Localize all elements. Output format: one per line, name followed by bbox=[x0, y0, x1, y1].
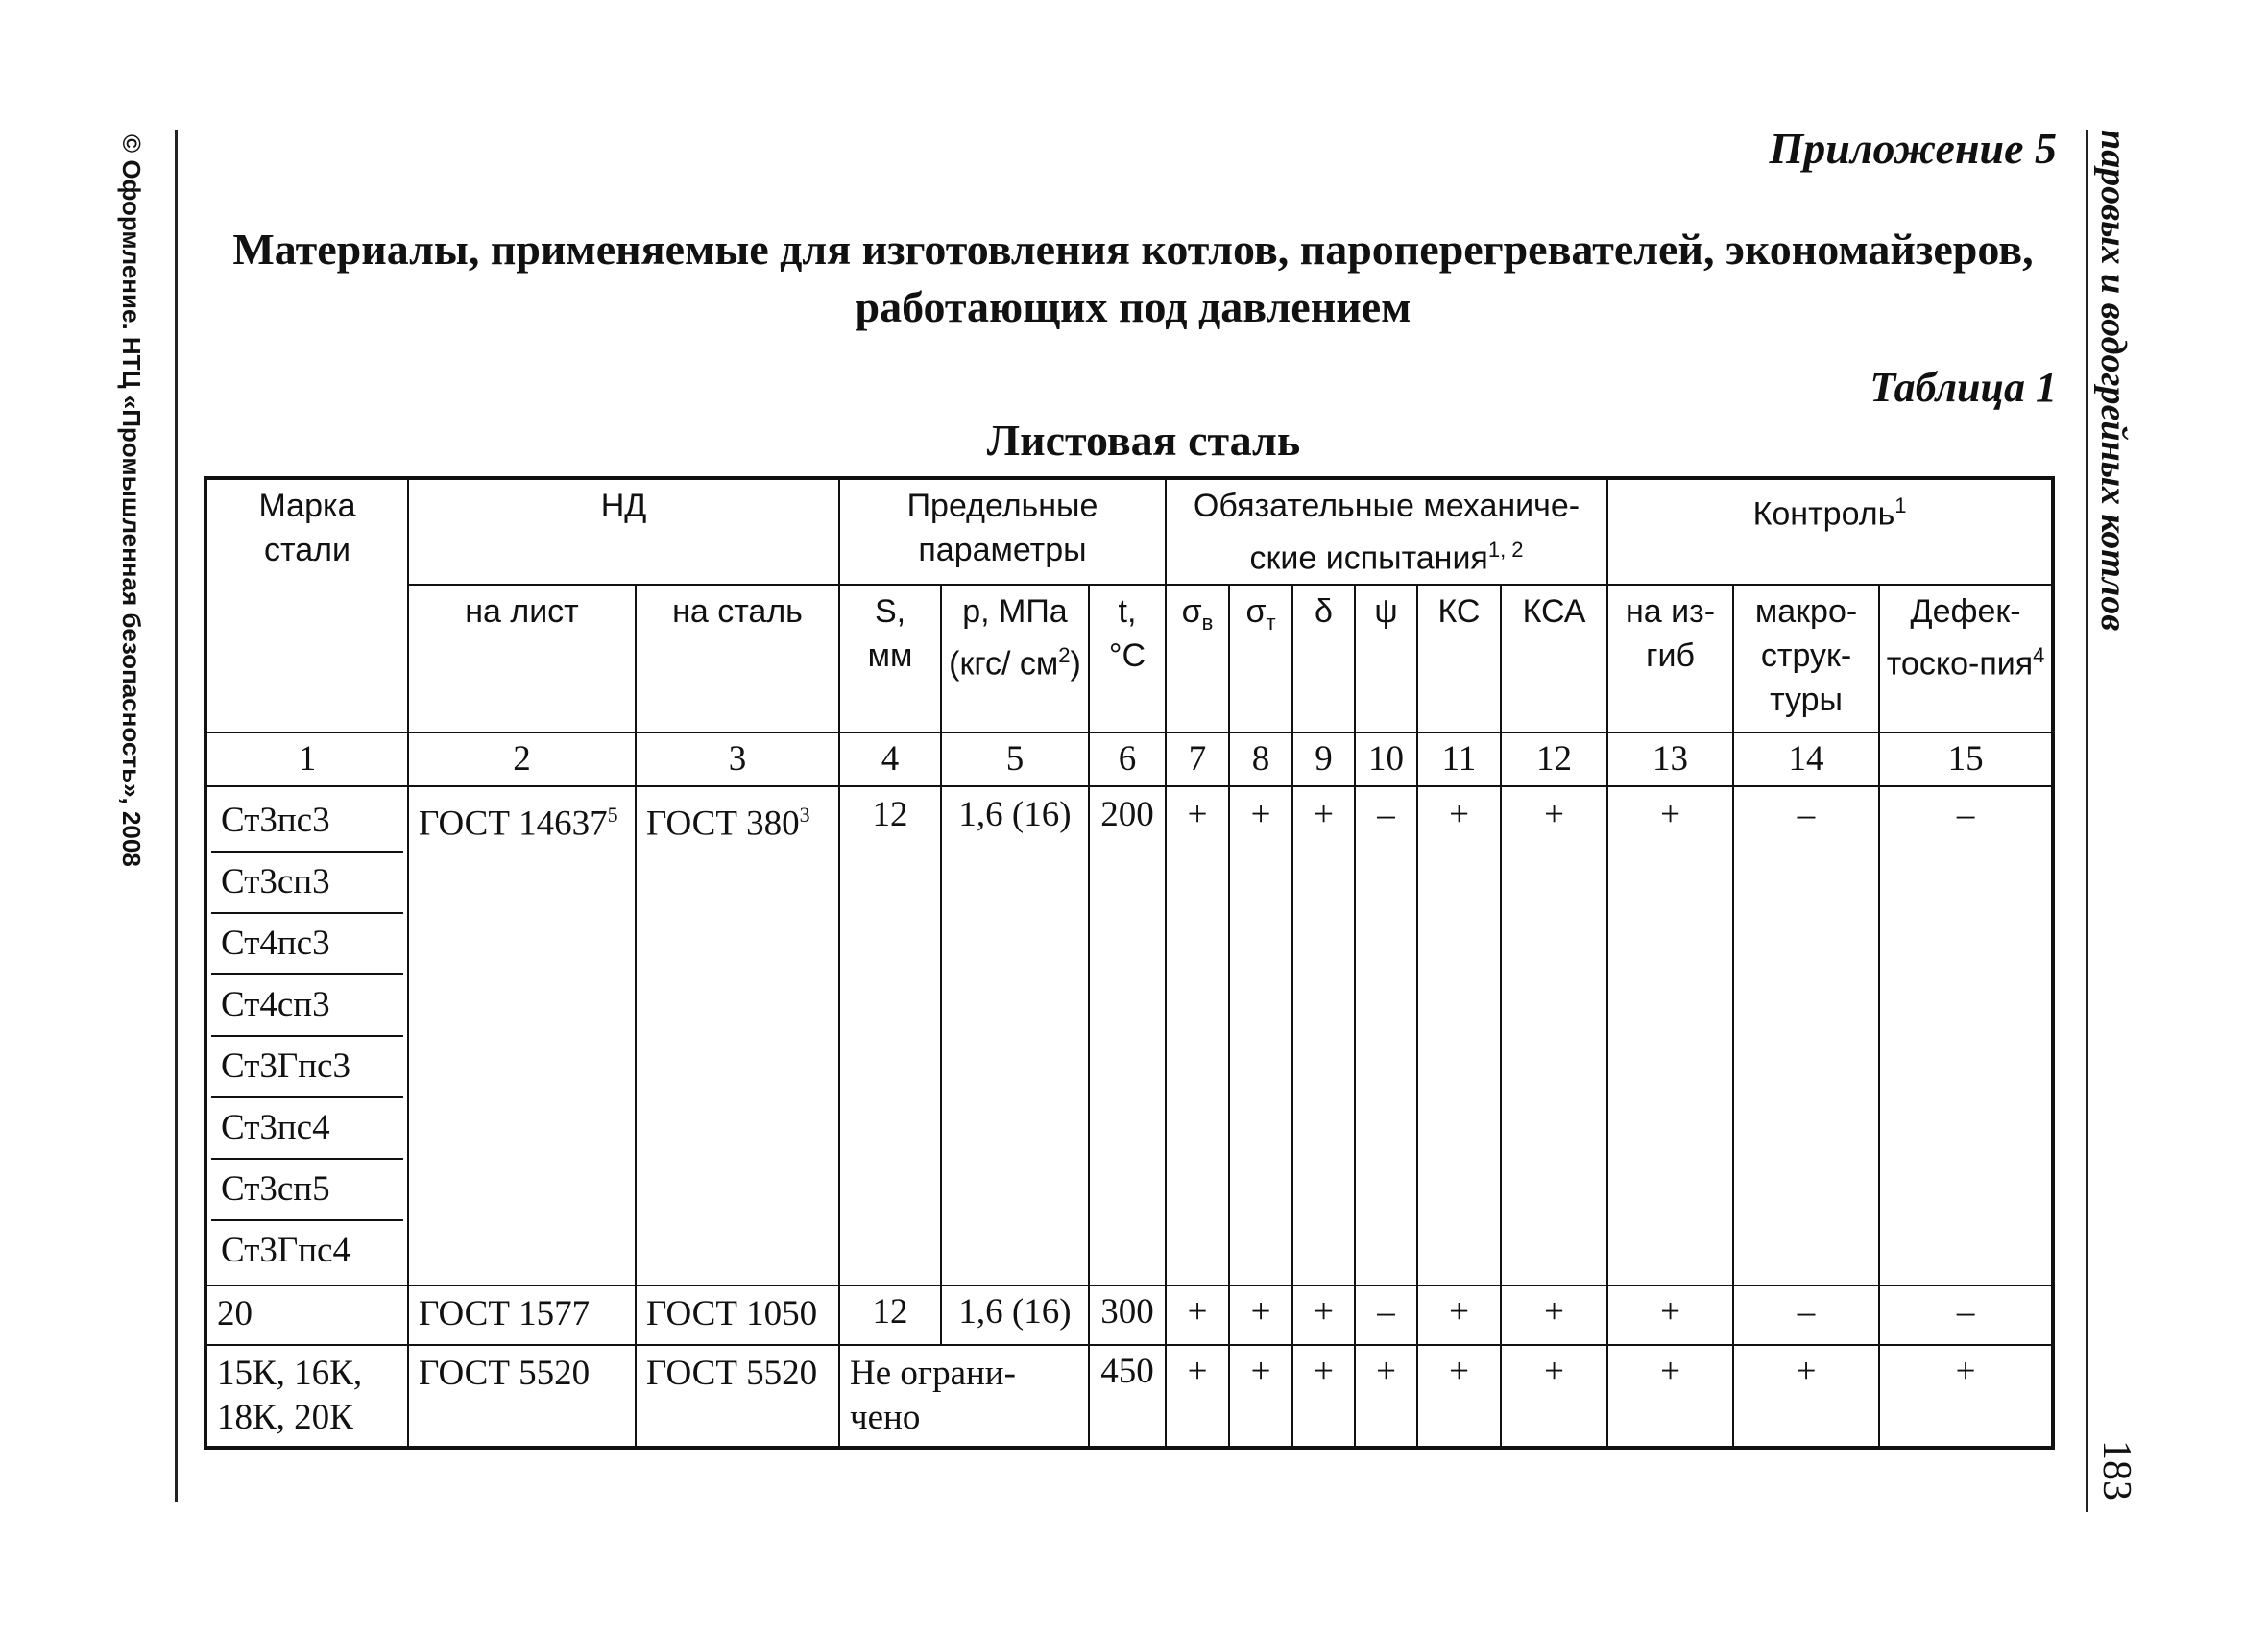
nd-sheet-text: ГОСТ 14637 bbox=[419, 804, 608, 844]
header-bend: на из-гиб bbox=[1607, 585, 1733, 732]
header-p-unit-end: ) bbox=[1070, 645, 1081, 683]
grade-item: Ст3Гпс4 bbox=[221, 1231, 350, 1271]
grade-item: Ст3пс4 bbox=[211, 1098, 403, 1160]
header-limits: Предельные параметры bbox=[839, 478, 1166, 585]
nd-steel-text: ГОСТ 380 bbox=[646, 804, 800, 844]
left-rule bbox=[175, 130, 178, 1502]
header-nd-steel: на сталь bbox=[636, 585, 839, 732]
cell-t: 300 bbox=[1089, 1285, 1166, 1345]
cell-nd-steel bbox=[636, 786, 839, 1285]
cell-kca: + bbox=[1501, 1285, 1607, 1345]
header-s-unit: мм bbox=[867, 637, 913, 675]
header-control bbox=[1607, 478, 2053, 585]
page-number bbox=[2094, 1440, 2145, 1526]
header-delta: δ bbox=[1292, 585, 1355, 732]
cell-sigma-v: + bbox=[1166, 786, 1229, 1285]
header-psi: ψ bbox=[1355, 585, 1417, 732]
grade-list bbox=[205, 786, 408, 1285]
cell-t: 200 bbox=[1089, 786, 1166, 1285]
cell-kc: + bbox=[1417, 1285, 1501, 1345]
title-line-2: работающих под давлением bbox=[855, 282, 1411, 331]
colnum-12: 12 bbox=[1501, 732, 1607, 786]
right-rule bbox=[2086, 130, 2088, 1512]
title-line-1: Материалы, применяемые для изготовления котлов, пароперегревателей, экономайзеров, bbox=[232, 225, 2034, 274]
header-p-unit-text: (кгс/ см bbox=[949, 645, 1059, 683]
page-title bbox=[221, 221, 2045, 336]
header-t-label: t, bbox=[1118, 593, 1137, 631]
colnum-7: 7 bbox=[1166, 732, 1229, 786]
cell-sigma-v: + bbox=[1166, 1345, 1229, 1448]
colnum-3: 3 bbox=[636, 732, 839, 786]
colnum-8: 8 bbox=[1229, 732, 1292, 786]
cell-delta: + bbox=[1292, 1285, 1355, 1345]
header-sigma-v-sym: σ bbox=[1181, 593, 1202, 631]
grade-item: Ст3сп3 bbox=[211, 853, 403, 914]
cell-defect: + bbox=[1879, 1345, 2053, 1448]
colnum-4: 4 bbox=[839, 732, 941, 786]
header-sigma-v-sub: в bbox=[1201, 611, 1214, 636]
page-number-text: 183 bbox=[2094, 1440, 2138, 1501]
header-nd-sheet: на лист bbox=[408, 585, 636, 732]
colnum-2: 2 bbox=[408, 732, 636, 786]
cell-sigma-t: + bbox=[1229, 1285, 1292, 1345]
header-p bbox=[941, 585, 1089, 732]
cell-sigma-t: + bbox=[1229, 1345, 1292, 1448]
cell-delta: + bbox=[1292, 786, 1355, 1285]
grade-item: Ст4сп3 bbox=[211, 975, 403, 1037]
cell-kc: + bbox=[1417, 1345, 1501, 1448]
cell-macro: – bbox=[1733, 1285, 1879, 1345]
header-mech-text: Обязательные механиче-ские испытания bbox=[1193, 488, 1580, 577]
table-title: Листовая сталь bbox=[986, 416, 1301, 465]
header-p-unit-sup: 2 bbox=[1058, 643, 1071, 668]
header-sigma-v bbox=[1166, 585, 1229, 732]
cell-bend: + bbox=[1607, 1285, 1733, 1345]
cell-kca: + bbox=[1501, 786, 1607, 1285]
header-mech-sup: 1, 2 bbox=[1487, 538, 1524, 562]
colnum-6: 6 bbox=[1089, 732, 1166, 786]
cell-psi: – bbox=[1355, 786, 1417, 1285]
header-mech bbox=[1166, 478, 1607, 585]
table-row-20 bbox=[205, 1285, 2053, 1345]
cell-bend: + bbox=[1607, 786, 1733, 1285]
grade-item: Ст4пс3 bbox=[211, 914, 403, 975]
header-sigma-t-sym: σ bbox=[1245, 593, 1267, 631]
cell-grade: 20 bbox=[205, 1285, 408, 1345]
header-nd: НД bbox=[408, 478, 839, 585]
cell-defect: – bbox=[1879, 1285, 2053, 1345]
header-defect-text: Дефек-тоско-пия bbox=[1886, 593, 2034, 683]
cell-t: 450 bbox=[1089, 1345, 1166, 1448]
cell-bend: + bbox=[1607, 1345, 1733, 1448]
colnum-14: 14 bbox=[1733, 732, 1879, 786]
nd-sheet-sup: 5 bbox=[607, 803, 618, 828]
cell-defect: – bbox=[1879, 786, 2053, 1285]
colnum-10: 10 bbox=[1355, 732, 1417, 786]
cell-macro: + bbox=[1733, 1345, 1879, 1448]
colnum-1: 1 bbox=[205, 732, 408, 786]
cell-nd-steel: ГОСТ 1050 bbox=[636, 1285, 839, 1345]
header-kca: КСА bbox=[1501, 585, 1607, 732]
steel-spec-table bbox=[204, 476, 2055, 1450]
table-number-label: Таблица 1 bbox=[1870, 364, 2057, 411]
colnum-11: 11 bbox=[1417, 732, 1501, 786]
header-defect bbox=[1879, 585, 2053, 732]
cell-s-p: Не ограни-чено bbox=[839, 1345, 1089, 1448]
cell-kca: + bbox=[1501, 1345, 1607, 1448]
header-p-unit bbox=[946, 634, 1084, 685]
table-row-group1 bbox=[205, 786, 2053, 1285]
grade-item: Ст3Гпс3 bbox=[211, 1037, 403, 1098]
table-row-15k bbox=[205, 1345, 2053, 1448]
header-control-text: Контроль bbox=[1752, 495, 1895, 533]
header-s bbox=[839, 585, 941, 732]
colnum-9: 9 bbox=[1292, 732, 1355, 786]
cell-nd-sheet bbox=[408, 786, 636, 1285]
cell-sigma-t: + bbox=[1229, 786, 1292, 1285]
cell-s: 12 bbox=[839, 1285, 941, 1345]
header-sigma-t bbox=[1229, 585, 1292, 732]
header-sigma-t-sub: т bbox=[1266, 611, 1276, 636]
cell-p: 1,6 (16) bbox=[941, 786, 1089, 1285]
copyright-text: © Оформление. НТЦ «Промышленная безопасность», 2008 bbox=[117, 134, 146, 867]
colnum-13: 13 bbox=[1607, 732, 1733, 786]
left-margin-copyright bbox=[117, 134, 169, 883]
nd-steel-sup: 3 bbox=[799, 803, 810, 828]
cell-s: 12 bbox=[839, 786, 941, 1285]
cell-psi: – bbox=[1355, 1285, 1417, 1345]
cell-sigma-v: + bbox=[1166, 1285, 1229, 1345]
header-grade: Марка стали bbox=[205, 478, 408, 732]
header-kc: КС bbox=[1417, 585, 1501, 732]
cell-nd-sheet: ГОСТ 1577 bbox=[408, 1285, 636, 1345]
grade-item: Ст3пс3 bbox=[211, 791, 403, 853]
header-p-label: p, МПа bbox=[962, 593, 1068, 631]
cell-delta: + bbox=[1292, 1345, 1355, 1448]
header-row-2 bbox=[205, 585, 2053, 732]
cell-psi: + bbox=[1355, 1345, 1417, 1448]
colnum-5: 5 bbox=[941, 732, 1089, 786]
header-t-unit: °С bbox=[1108, 637, 1146, 675]
header-control-sup: 1 bbox=[1894, 493, 1907, 517]
cell-nd-steel: ГОСТ 5520 bbox=[636, 1345, 839, 1448]
cell-grade: 15К, 16К, 18К, 20К bbox=[205, 1345, 408, 1448]
header-t bbox=[1089, 585, 1166, 732]
header-s-label: S, bbox=[874, 593, 906, 631]
cell-p: 1,6 (16) bbox=[941, 1285, 1089, 1345]
column-number-row bbox=[205, 732, 2053, 786]
appendix-label: Приложение 5 bbox=[1769, 124, 2057, 173]
header-macro: макро-струк-туры bbox=[1733, 585, 1879, 732]
colnum-15: 15 bbox=[1879, 732, 2053, 786]
grade-item: Ст3сп5 bbox=[211, 1160, 403, 1221]
header-defect-sup: 4 bbox=[2033, 643, 2045, 668]
cell-kc: + bbox=[1417, 786, 1501, 1285]
header-row-1 bbox=[205, 478, 2053, 585]
cell-nd-sheet: ГОСТ 5520 bbox=[408, 1345, 636, 1448]
running-head-text: паровых и водогрейных котлов bbox=[2093, 130, 2134, 632]
cell-macro: – bbox=[1733, 786, 1879, 1285]
